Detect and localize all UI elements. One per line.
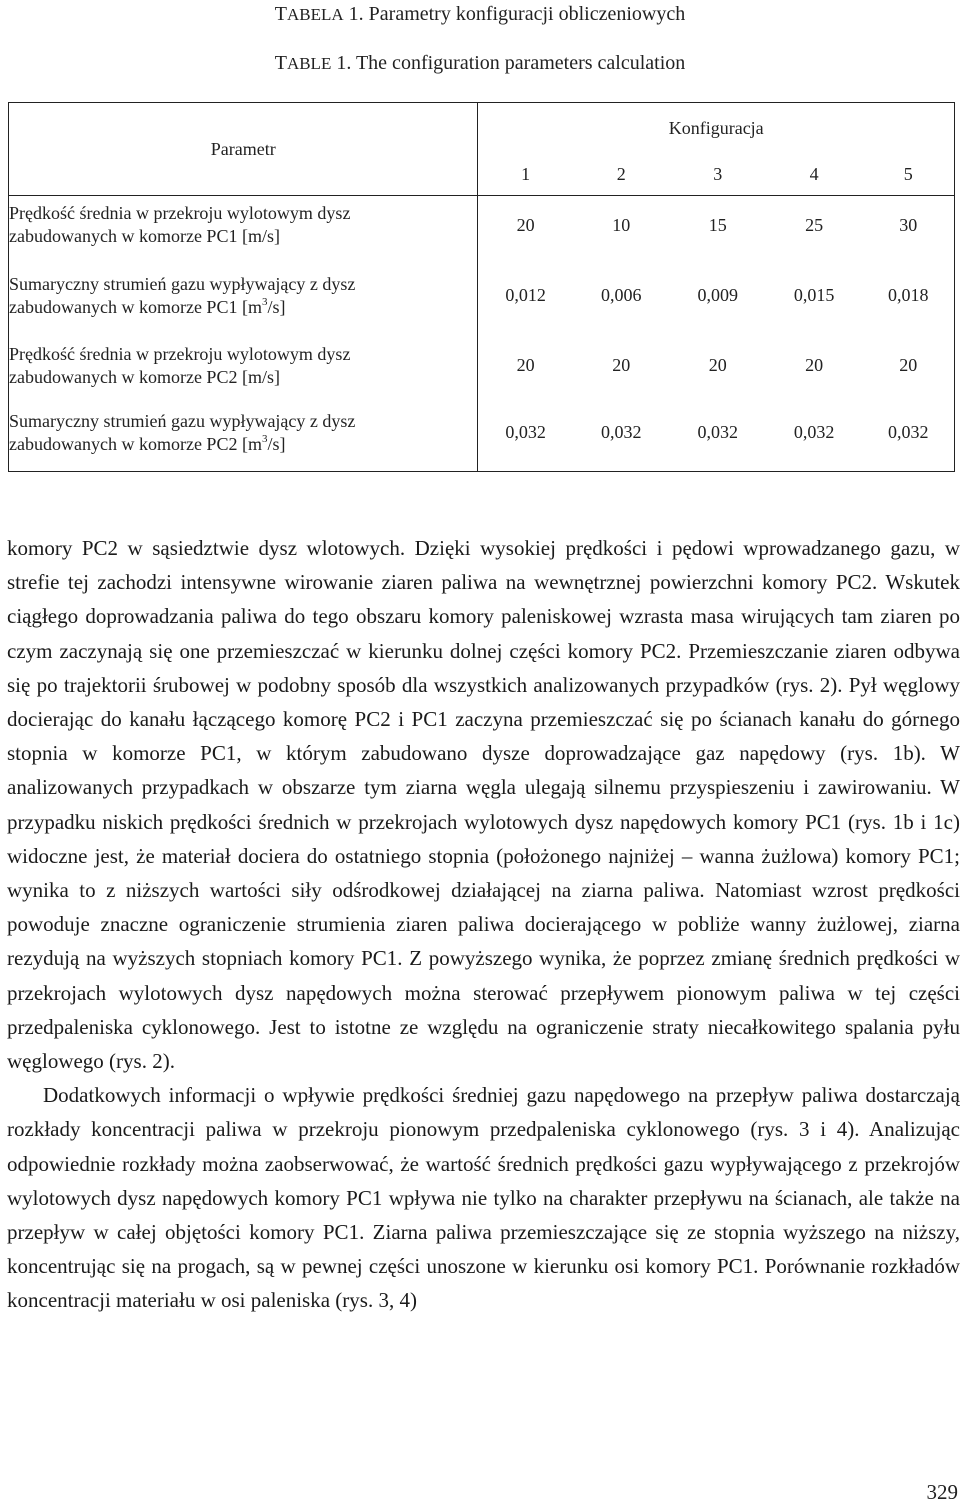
config-col-5: 5 (863, 153, 955, 196)
parameters-table (8, 102, 955, 472)
paragraph: komory PC2 w sąsiedztwie dysz wlotowych. Dzięki wysokiej prędkości i pędowi wprowadzanego gazu, w strefie tej zachodzi intensywne wirowanie ziaren paliwa na wewnętrznej powierzchni komory PC2. Wskutek ciągłego doprowadzania paliwa do tego obszaru komory paleniskowej wzrasta masa wirujących tam ziaren po czym zaczynają się one przemieszczać w kierunku dolnej części komory PC2. Przemieszczanie ziaren odbywa się po trajektorii śrubowej w podobny sposób dla wszystkich analizowanych przypadków (rys. 2). Pył węglowy docierając do kanału łączącego komorę PC2 i PC1 zaczyna przemieszczać się po ścianach kanału do górnego stopnia w komorze PC1, w którym zabudowano dysze doprowadzające gaz napędowy (rys. 1b). W analizowanych przypadkach w obszarze tym ziarna węgla ulegają silnemu przyspieszeniu i zawirowaniu. W przypadku niskich prędkości średnich w przekrojach wylotowych dysz napędowych komory PC1 (rys. 1b i 1c) widoczne jest, że materiał dociera do ostatniego stopnia (położonego najniżej – wanna żużlowa) komory PC1; wynika to z niższych wartości siły odśrodkowej działającej na ziarna paliwa. Natomiast wzrost prędkości powoduje znaczne ograniczenie strumienia ziaren paliwa docierającego w pobliże wanny żużlowej, ziarna rezydują na wyższych stopniach komory PC1. Z powyższego wynika, że poprzez zmianę średnich prędkości w przekrojach wylotowych dysz napędowych można sterować przepływem pionowym paliwa w tej części przedpaleniska cyklonowego. Jest to istotne ze względu na ograniczenie straty niecałkowitego spalania pyłu węglowego (rys. 2). (7, 536, 960, 1074)
table-cell: 0,032 (478, 395, 573, 472)
table-cell: 30 (863, 196, 955, 255)
table-cell: 0,032 (670, 395, 766, 472)
table-cell: 20 (805, 355, 824, 375)
table-cell: 10 (612, 214, 631, 235)
table-row (9, 395, 955, 472)
table-row (9, 255, 955, 337)
table-cell: 0,032 (863, 395, 955, 472)
table-cell: 0,006 (601, 285, 642, 305)
table-cell: 20 (863, 337, 955, 395)
table-cell: 0,032 (766, 395, 863, 472)
table-row (9, 337, 955, 395)
table-caption-english: TABLE 1. The configuration parameters calculation (274, 52, 686, 74)
config-col-1: 1 (478, 153, 573, 196)
table-cell: 0,032 (573, 395, 670, 472)
row-param-label: Sumaryczny strumień gazu wypływający z dysz zabudowanych w komorze PC1 $[m^3/s]$ (9, 255, 478, 337)
row-param-label: Prędkość średnia w przekroju wylotowym dysz zabudowanych w komorze PC2 [m/s] (9, 337, 478, 395)
row-param-label: Sumaryczny strumień gazu wypływający z dysz zabudowanych w komorze PC2 $[m^3/s]$ (9, 395, 478, 472)
table-cell: 20 (516, 214, 535, 235)
table-cell: 20 (708, 355, 727, 375)
config-col-3: 3 (670, 153, 766, 196)
body-text (7, 531, 960, 1318)
config-col-2: 2 (573, 153, 670, 196)
row-param-label: Prędkość średnia w przekroju wylotowym dysz zabudowanych w komorze PC1 [m/s] (9, 196, 478, 255)
table-row (9, 196, 955, 255)
table-cell: 0,009 (697, 285, 738, 305)
table-cell: 0,018 (863, 255, 955, 337)
table-cell: 0,015 (793, 285, 835, 305)
table-caption-polish: TABELA 1. Parametry konfiguracji obliczeniowych (274, 3, 686, 25)
paragraph: Dodatkowych informacji o wpływie prędkości średniej gazu napędowego na przepływ paliwa dostarczają rozkłady koncentracji paliwa w przekroju pionowym przedpaleniska cyklonowego (rys. 3 i 4). Analizując odpowiednie rozkłady można zaobserwować, że wartość średnich prędkości gazu wypływającego z przekrojów wylotowych dysz napędowych komory PC1 wpływa nie tylko na charakter przepływu na ścianach, ale także na przepływ w całej objętości komory PC1. Ziarna paliwa przemieszczające się ze stopnia wyższego na niższy, koncentrując się na progach, są w pewnej części unoszone w kierunku osi komory PC1. Porównanie rozkładów koncentracji materiału w osi paleniska (rys. 3, 4) (7, 1083, 960, 1313)
config-col-4: 4 (766, 153, 863, 196)
table-cell: 20 (612, 355, 631, 375)
table-cell: 25 (805, 214, 824, 235)
param-header: Parametr (9, 103, 478, 196)
config-header: Konfiguracja (478, 103, 955, 154)
table-cell: 0,012 (505, 285, 546, 305)
table-cell: 20 (516, 355, 535, 375)
page-number: 329 (926, 1480, 958, 1504)
table-cell: 15 (708, 214, 727, 235)
